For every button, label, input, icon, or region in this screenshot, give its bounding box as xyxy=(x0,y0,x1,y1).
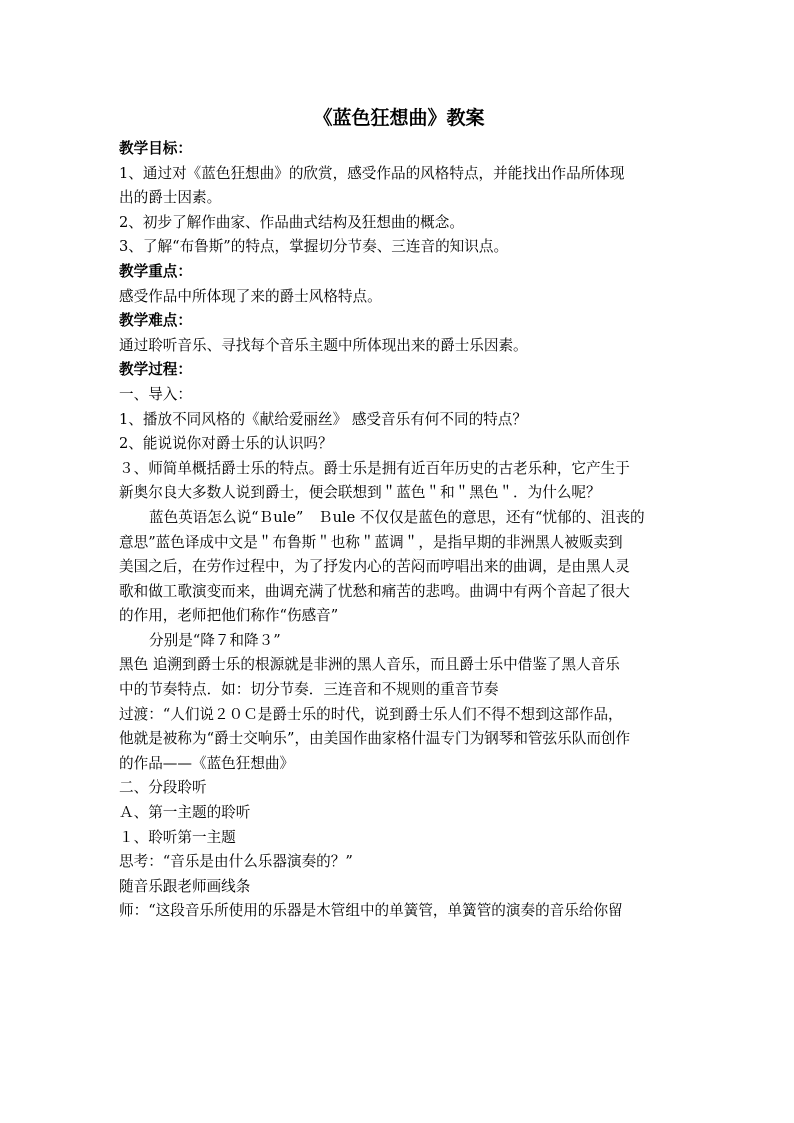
text-line: 分别是“降７和降３” xyxy=(149,631,281,649)
text-line: 思考：“音乐是由什么乐器演奏的？” xyxy=(119,853,353,871)
text-line: 的作用，老师把他们称作“伤感音” xyxy=(119,607,339,625)
text-line: 一、导入： xyxy=(119,385,192,403)
text-line: 通过聆听音乐、寻找每个音乐主题中所体现出来的爵士乐因素。 xyxy=(119,336,528,354)
text-line: 1、通过对《蓝色狂想曲》的欣赏，感受作品的风格特点，并能找出作品所体现 xyxy=(119,164,625,182)
text-line: 3、了解“布鲁斯”的特点，掌握切分节奏、三连音的知识点。 xyxy=(119,238,509,256)
section-heading: 教学目标： xyxy=(119,140,192,157)
text-line: 2、能说说你对爵士乐的认识吗？ xyxy=(119,435,333,453)
text-line: 中的节奏特点．如：切分节奏．三连音和不规则的重音节奏 xyxy=(119,681,499,699)
section-heading: 教学重点： xyxy=(119,262,192,280)
section-heading: 教学过程： xyxy=(119,361,192,379)
text-line: 出的爵士因素。 xyxy=(119,189,222,207)
text-line: 美国之后，在劳作过程中，为了抒发内心的苦闷而哼唱出来的曲调，是由黑人灵 xyxy=(119,558,630,576)
document-title: 《蓝色狂想曲》教案 xyxy=(313,107,485,129)
text-line: 新奥尔良大多数人说到爵士，便会联想到＂蓝色＂和＂黑色＂．为什么呢？ xyxy=(119,484,601,502)
text-line: 随音乐跟老师画线条 xyxy=(119,877,251,895)
text-line: 2、初步了解作曲家、作品曲式结构及狂想曲的概念。 xyxy=(119,213,464,231)
text-line: 蓝色英语怎么说“Ｂule” Ｂule 不仅仅是蓝色的意思，还有“忧郁的、沮丧的 xyxy=(149,508,645,526)
document-body xyxy=(119,137,679,924)
text-line: 他就是被称为“爵士交响乐”，由美国作曲家格什温专门为钢琴和管弦乐队而创作 xyxy=(119,730,631,748)
document-page xyxy=(119,103,679,924)
text-line: 歌和做工歌演变而来，曲调充满了忧愁和痛苦的悲鸣。曲调中有两个音起了很大 xyxy=(119,582,630,600)
text-line: 1、播放不同风格的《献给爱丽丝》 感受音乐有何不同的特点？ xyxy=(119,410,527,428)
text-line: 过渡：“人们说２０Ｃ是爵士乐的时代，说到爵士乐人们不得不想到这部作品， xyxy=(119,705,623,723)
text-line: 感受作品中所体现了来的爵士风格特点。 xyxy=(119,287,382,305)
text-line: 师：“这段音乐所使用的乐器是木管组中的单簧管，单簧管的演奏的音乐给你留 xyxy=(119,902,623,920)
text-line: 意思”蓝色译成中文是＂布鲁斯＂也称＂蓝调＂，是指早期的非洲黑人被贩卖到 xyxy=(119,533,623,551)
text-line: 二、分段聆听 xyxy=(119,779,207,797)
section-heading: 教学难点： xyxy=(119,312,192,330)
text-line: １、聆听第一主题 xyxy=(119,828,236,846)
text-line: Ａ、第一主题的聆听 xyxy=(119,804,251,822)
text-line: 黑色 追溯到爵士乐的根源就是非洲的黑人音乐，而且爵士乐中借鉴了黑人音乐 xyxy=(119,656,620,674)
text-line: 的作品——《蓝色狂想曲》 xyxy=(119,754,295,772)
text-line: ３、师简单概括爵士乐的特点。爵士乐是拥有近百年历史的古老乐种，它产生于 xyxy=(119,459,630,477)
